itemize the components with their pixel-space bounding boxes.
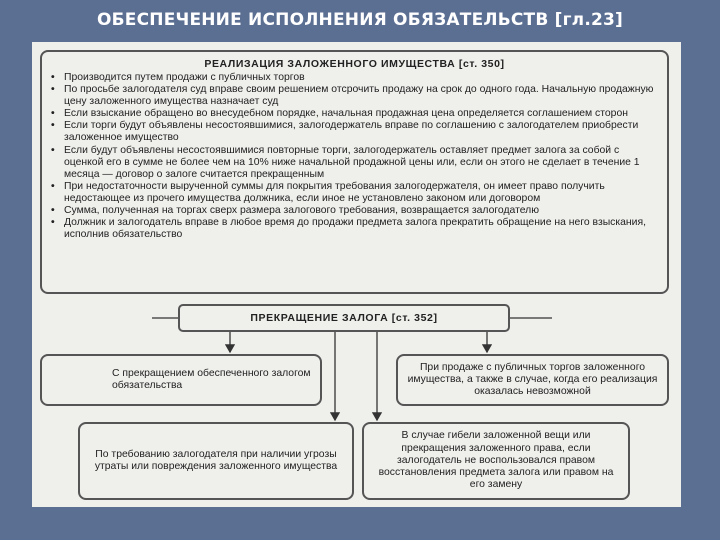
ground-auction-box bbox=[396, 354, 669, 406]
slide-title: ОБЕСПЕЧЕНИЕ ИСПОЛНЕНИЯ ОБЯЗАТЕЛЬСТВ [гл.23] bbox=[96, 10, 624, 30]
scheme-panel bbox=[32, 42, 681, 507]
ground-obligation-box bbox=[40, 354, 322, 406]
list-item: • Если торги будут объявлены несостоявшимися, залогодержатель вправе по соглашению с залогодателем приобрести заложенное имущество bbox=[50, 120, 659, 144]
list-item: • Если будут объявлены несостоявшимися повторные торги, залогодержатель оставляет предмет залога за собой с оценкой его в сумме не более чем на 10% ниже начальной продажной цены или, если он этого не сделает в течение 1 месяца — договор о залоге считается прекращенным bbox=[50, 145, 659, 181]
ground-text: С прекращением обеспеченного залогом обязательства bbox=[112, 367, 311, 391]
list-item: • Должник и залогодатель вправе в любое время до продажи предмета залога прекратить обращение на него взыскания, исполнив обязательство bbox=[50, 217, 659, 241]
ground-text: В случае гибели заложенной вещи или прекращения заложенного права, если залогодатель не воспользовался правом восстановления предмета залога или правом на его замену bbox=[378, 430, 614, 491]
realization-heading: РЕАЛИЗАЦИЯ ЗАЛОЖЕННОГО ИМУЩЕСТВА [ст. 350] bbox=[204, 58, 505, 70]
ground-text: По требованию залогодателя при наличии угрозы утраты или повреждения заложенного имущества bbox=[94, 448, 338, 472]
list-item: • Сумма, полученная на торгах сверх размера залогового требования, возвращается залогодателю bbox=[50, 205, 659, 217]
list-item: • Если взыскание обращено во внесудебном порядке, начальная продажная цена определяется соглашением сторон bbox=[50, 108, 659, 120]
list-item: • По просьбе залогодателя суд вправе своим решением отсрочить продажу на срок до одного года. Начальную продажную цену заложенного имущества назначает суд bbox=[50, 84, 659, 108]
ground-loss-box bbox=[362, 422, 630, 500]
ground-text: При продаже с публичных торгов заложенного имущества, а также в случае, когда его реализация оказалась невозможной bbox=[407, 361, 658, 398]
list-item: • При недостаточности вырученной суммы для покрытия требования залогодержателя, он имеет право получить недостающее из прочего имущества должника, если иное не установлено законом или договором bbox=[50, 181, 659, 205]
termination-heading: ПРЕКРАЩЕНИЕ ЗАЛОГА [ст. 352] bbox=[178, 304, 510, 332]
list-item: • Производится путем продажи с публичных торгов bbox=[50, 72, 659, 84]
ground-pledgor-demand-box bbox=[78, 422, 354, 500]
